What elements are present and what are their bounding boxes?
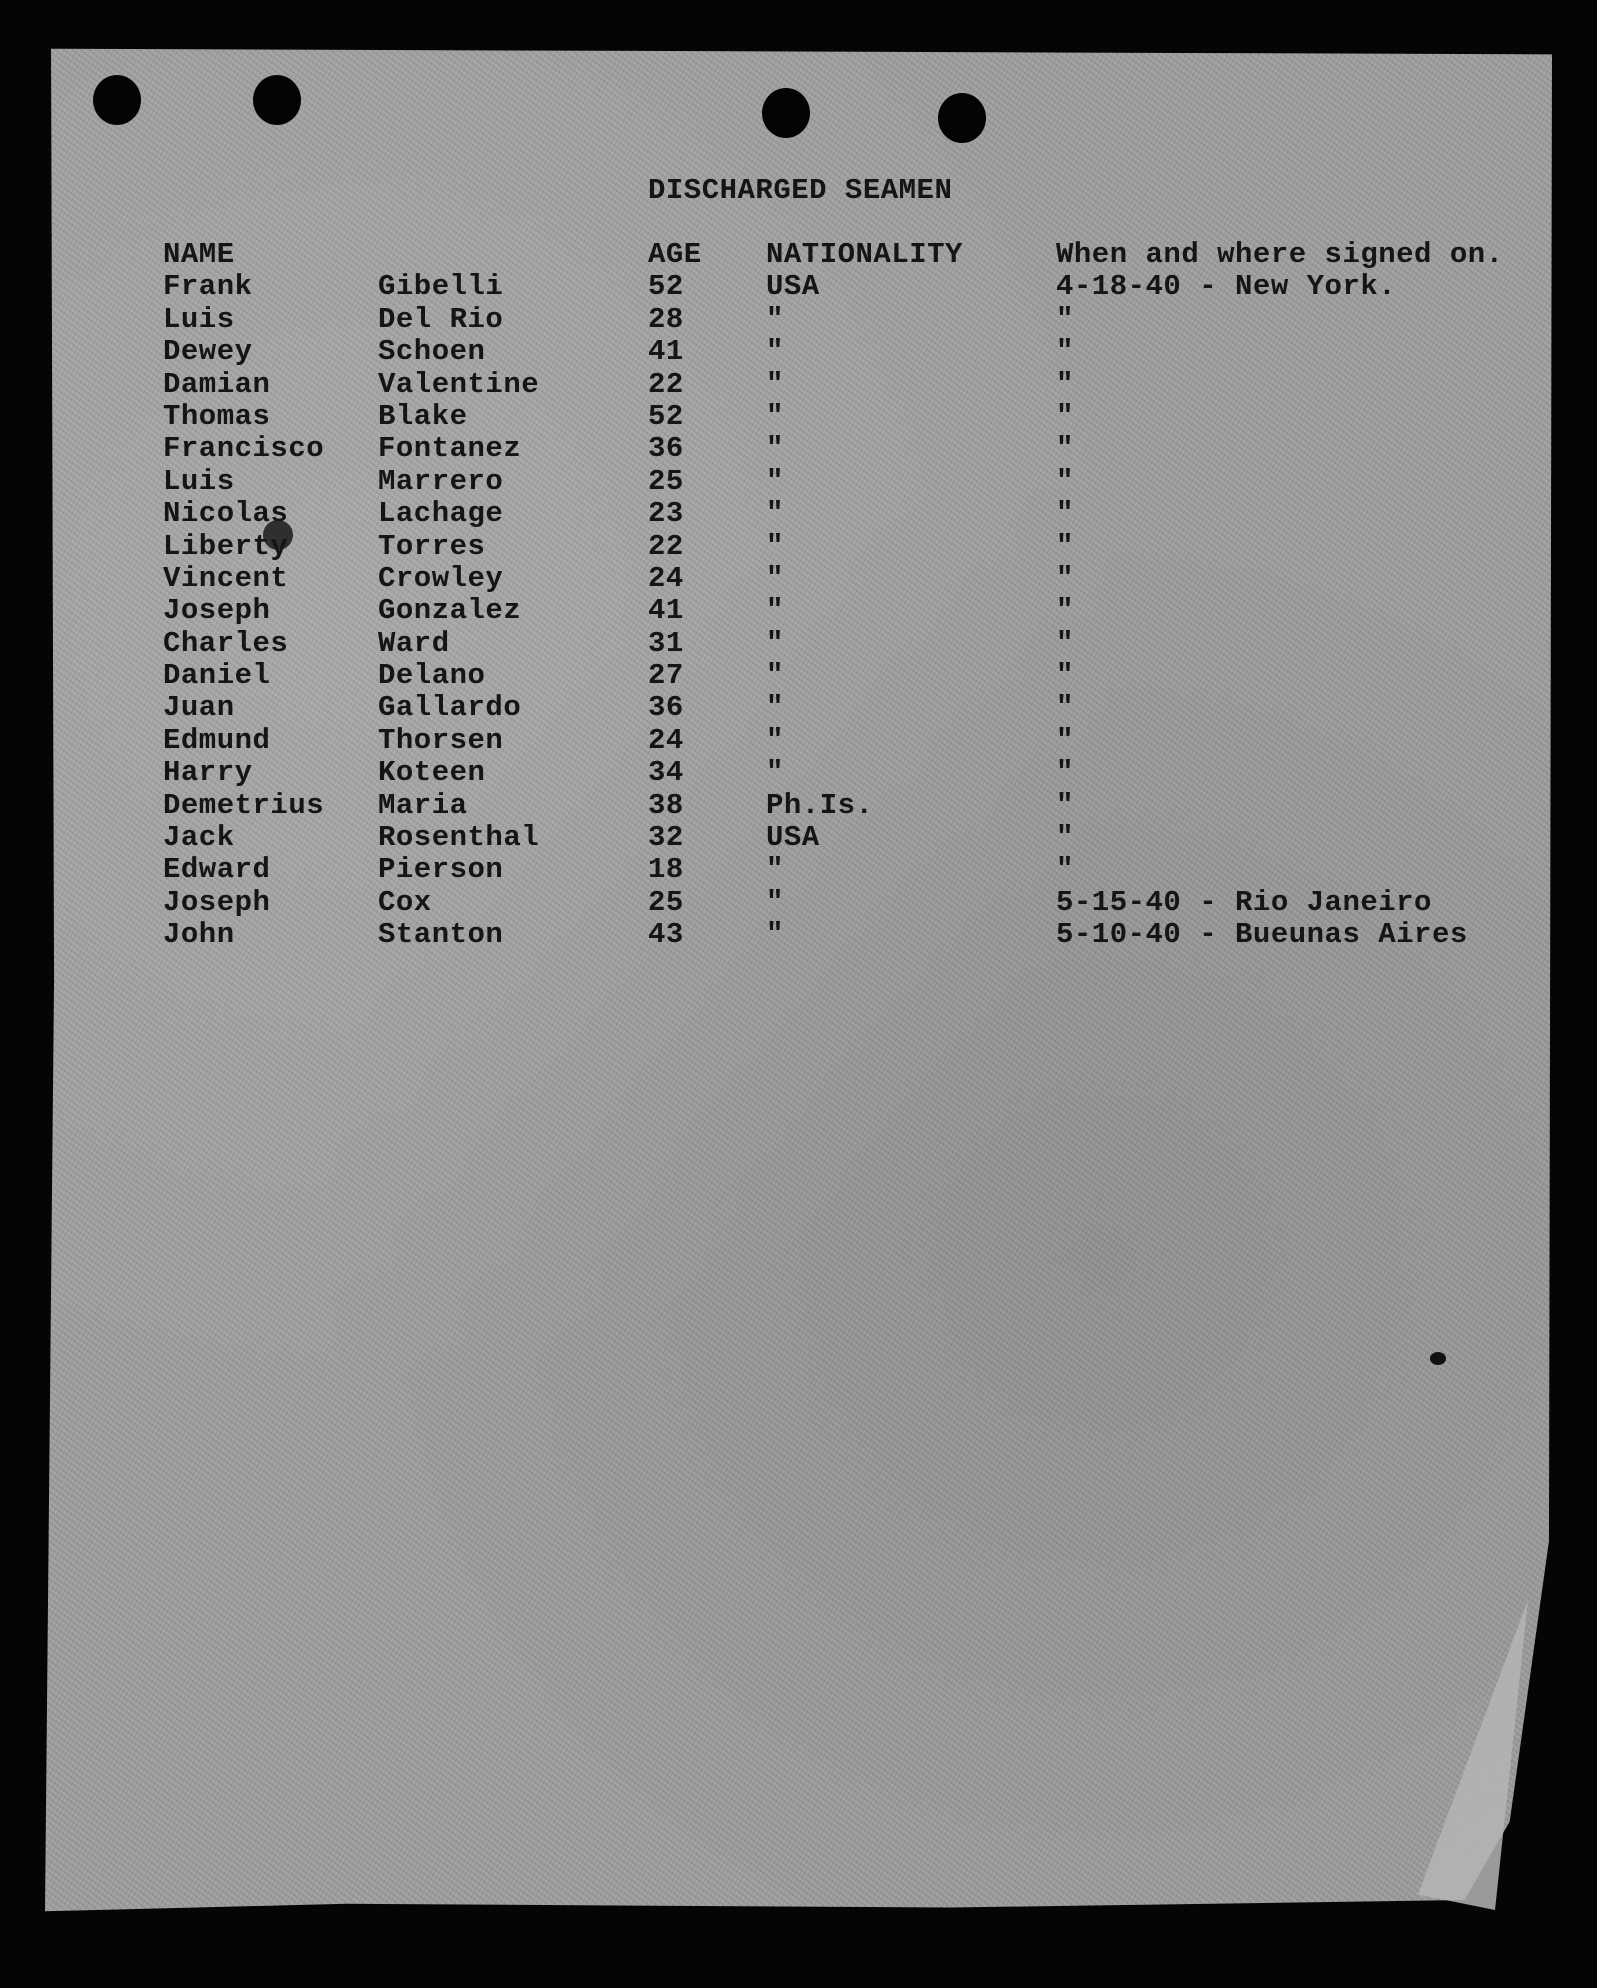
nationality-cell: " bbox=[766, 497, 784, 531]
age-cell: 36 bbox=[648, 691, 684, 725]
age-cell: 24 bbox=[648, 723, 684, 757]
header-nationality: NATIONALITY bbox=[766, 238, 963, 271]
header-age: AGE bbox=[648, 238, 702, 271]
age-cell: 41 bbox=[648, 594, 684, 628]
last-name-cell: Fontanez bbox=[378, 432, 522, 466]
age-cell: 22 bbox=[648, 367, 684, 401]
first-name-cell: Vincent bbox=[163, 561, 289, 595]
signed-on-cell: " bbox=[1056, 626, 1074, 660]
nationality-cell: " bbox=[766, 626, 784, 660]
last-name-cell: Rosenthal bbox=[378, 821, 540, 855]
first-name-cell: Joseph bbox=[163, 594, 271, 628]
first-name-cell: Luis bbox=[163, 464, 235, 498]
signed-on-cell: 4-18-40 - New York. bbox=[1056, 270, 1397, 304]
table-row bbox=[163, 432, 1553, 464]
signed-on-cell: " bbox=[1056, 853, 1074, 887]
table-row bbox=[163, 594, 1553, 626]
last-name-cell: Torres bbox=[378, 529, 486, 563]
first-name-cell: Francisco bbox=[163, 432, 325, 466]
punch-hole bbox=[762, 88, 810, 138]
nationality-cell: " bbox=[766, 594, 784, 628]
nationality-cell: " bbox=[766, 561, 784, 595]
nationality-cell: " bbox=[766, 723, 784, 757]
age-cell: 32 bbox=[648, 821, 684, 855]
age-cell: 31 bbox=[648, 626, 684, 660]
age-cell: 28 bbox=[648, 302, 684, 336]
punch-hole bbox=[938, 93, 986, 143]
nationality-cell: USA bbox=[766, 821, 820, 855]
nationality-cell: " bbox=[766, 399, 784, 433]
signed-on-cell: " bbox=[1056, 723, 1074, 757]
document-title: DISCHARGED SEAMEN bbox=[648, 174, 953, 207]
age-cell: 41 bbox=[648, 335, 684, 369]
nationality-cell: " bbox=[766, 335, 784, 369]
age-cell: 24 bbox=[648, 561, 684, 595]
signed-on-cell: " bbox=[1056, 464, 1074, 498]
signed-on-cell: " bbox=[1056, 302, 1074, 336]
signed-on-cell: " bbox=[1056, 399, 1074, 433]
last-name-cell: Cox bbox=[378, 885, 432, 919]
signed-on-cell: " bbox=[1056, 367, 1074, 401]
seamen-table bbox=[163, 238, 1553, 951]
first-name-cell: Harry bbox=[163, 756, 253, 790]
signed-on-cell: " bbox=[1056, 561, 1074, 595]
signed-on-cell: " bbox=[1056, 335, 1074, 369]
last-name-cell: Crowley bbox=[378, 561, 504, 595]
first-name-cell: Juan bbox=[163, 691, 235, 725]
age-cell: 18 bbox=[648, 853, 684, 887]
nationality-cell: " bbox=[766, 885, 784, 919]
signed-on-cell: 5-10-40 - Bueunas Aires bbox=[1056, 918, 1468, 952]
nationality-cell: " bbox=[766, 659, 784, 693]
table-row bbox=[163, 886, 1553, 918]
table-row bbox=[163, 335, 1553, 367]
last-name-cell: Valentine bbox=[378, 367, 540, 401]
header-row bbox=[163, 238, 1553, 270]
age-cell: 36 bbox=[648, 432, 684, 466]
first-name-cell: Demetrius bbox=[163, 788, 325, 822]
first-name-cell: Luis bbox=[163, 302, 235, 336]
last-name-cell: Del Rio bbox=[378, 302, 504, 336]
table-row bbox=[163, 821, 1553, 853]
age-cell: 22 bbox=[648, 529, 684, 563]
first-name-cell: Liberty bbox=[163, 529, 289, 563]
age-cell: 23 bbox=[648, 497, 684, 531]
first-name-cell: Jack bbox=[163, 821, 235, 855]
last-name-cell: Gallardo bbox=[378, 691, 522, 725]
table-row bbox=[163, 497, 1553, 529]
table-row bbox=[163, 853, 1553, 885]
first-name-cell: Charles bbox=[163, 626, 289, 660]
age-cell: 25 bbox=[648, 885, 684, 919]
nationality-cell: " bbox=[766, 529, 784, 563]
table-body bbox=[163, 270, 1553, 950]
nationality-cell: " bbox=[766, 691, 784, 725]
first-name-cell: Dewey bbox=[163, 335, 253, 369]
header-signed-on: When and where signed on. bbox=[1056, 238, 1504, 271]
last-name-cell: Maria bbox=[378, 788, 468, 822]
first-name-cell: Daniel bbox=[163, 659, 271, 693]
last-name-cell: Blake bbox=[378, 399, 468, 433]
signed-on-cell: " bbox=[1056, 497, 1074, 531]
nationality-cell: USA bbox=[766, 270, 820, 304]
signed-on-cell: " bbox=[1056, 691, 1074, 725]
table-row bbox=[163, 270, 1553, 302]
age-cell: 27 bbox=[648, 659, 684, 693]
age-cell: 52 bbox=[648, 270, 684, 304]
first-name-cell: Joseph bbox=[163, 885, 271, 919]
table-row bbox=[163, 530, 1553, 562]
last-name-cell: Gonzalez bbox=[378, 594, 522, 628]
nationality-cell: Ph.Is. bbox=[766, 788, 874, 822]
nationality-cell: " bbox=[766, 756, 784, 790]
first-name-cell: Damian bbox=[163, 367, 271, 401]
table-row bbox=[163, 368, 1553, 400]
last-name-cell: Marrero bbox=[378, 464, 504, 498]
nationality-cell: " bbox=[766, 464, 784, 498]
last-name-cell: Schoen bbox=[378, 335, 486, 369]
first-name-cell: Edward bbox=[163, 853, 271, 887]
signed-on-cell: " bbox=[1056, 529, 1074, 563]
table-row bbox=[163, 303, 1553, 335]
signed-on-cell: " bbox=[1056, 821, 1074, 855]
punch-hole bbox=[253, 75, 301, 125]
first-name-cell: Nicolas bbox=[163, 497, 289, 531]
nationality-cell: " bbox=[766, 367, 784, 401]
nationality-cell: " bbox=[766, 918, 784, 952]
punch-hole bbox=[93, 75, 141, 125]
age-cell: 38 bbox=[648, 788, 684, 822]
last-name-cell: Koteen bbox=[378, 756, 486, 790]
last-name-cell: Stanton bbox=[378, 918, 504, 952]
table-row bbox=[163, 400, 1553, 432]
nationality-cell: " bbox=[766, 302, 784, 336]
last-name-cell: Ward bbox=[378, 626, 450, 660]
last-name-cell: Gibelli bbox=[378, 270, 504, 304]
first-name-cell: Thomas bbox=[163, 399, 271, 433]
age-cell: 52 bbox=[648, 399, 684, 433]
table-row bbox=[163, 562, 1553, 594]
signed-on-cell: 5-15-40 - Rio Janeiro bbox=[1056, 885, 1432, 919]
last-name-cell: Lachage bbox=[378, 497, 504, 531]
last-name-cell: Pierson bbox=[378, 853, 504, 887]
signed-on-cell: " bbox=[1056, 594, 1074, 628]
age-cell: 25 bbox=[648, 464, 684, 498]
nationality-cell: " bbox=[766, 853, 784, 887]
ink-speck bbox=[1430, 1352, 1446, 1365]
table-row bbox=[163, 724, 1553, 756]
table-row bbox=[163, 691, 1553, 723]
table-row bbox=[163, 789, 1553, 821]
table-row bbox=[163, 659, 1553, 691]
first-name-cell: Frank bbox=[163, 270, 253, 304]
last-name-cell: Delano bbox=[378, 659, 486, 693]
signed-on-cell: " bbox=[1056, 788, 1074, 822]
signed-on-cell: " bbox=[1056, 659, 1074, 693]
age-cell: 34 bbox=[648, 756, 684, 790]
nationality-cell: " bbox=[766, 432, 784, 466]
signed-on-cell: " bbox=[1056, 756, 1074, 790]
header-name: NAME bbox=[163, 238, 235, 271]
table-row bbox=[163, 918, 1553, 950]
first-name-cell: John bbox=[163, 918, 235, 952]
first-name-cell: Edmund bbox=[163, 723, 271, 757]
last-name-cell: Thorsen bbox=[378, 723, 504, 757]
table-row bbox=[163, 756, 1553, 788]
signed-on-cell: " bbox=[1056, 432, 1074, 466]
table-row bbox=[163, 627, 1553, 659]
table-row bbox=[163, 465, 1553, 497]
age-cell: 43 bbox=[648, 918, 684, 952]
